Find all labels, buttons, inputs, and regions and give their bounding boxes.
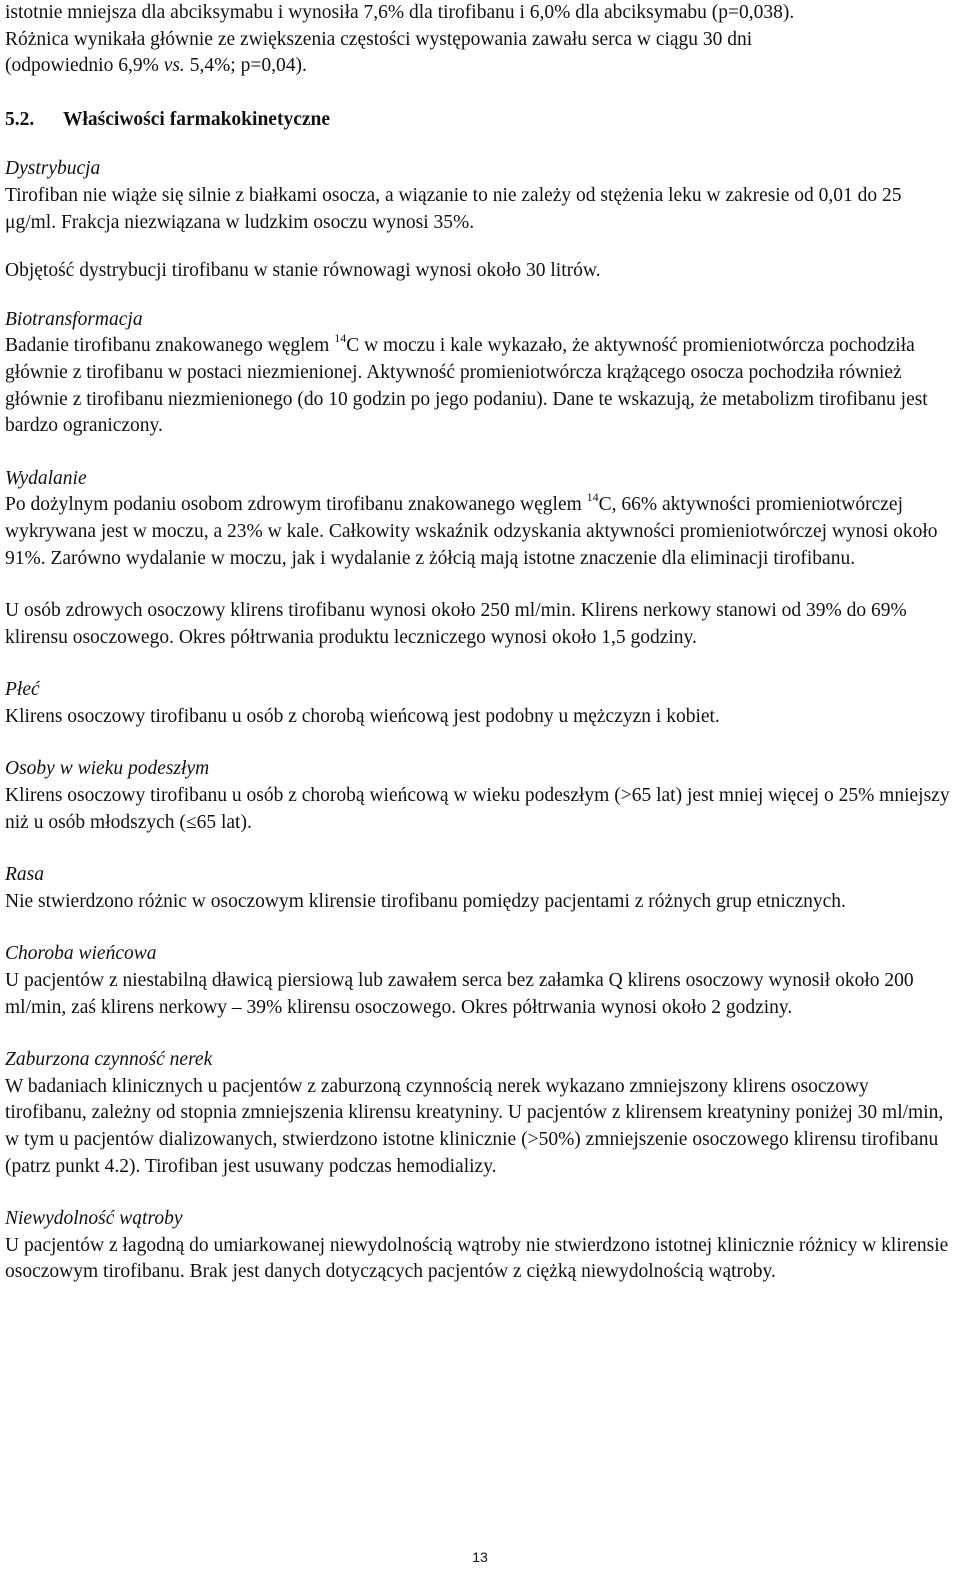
- intro-line-3-pre: (odpowiednio 6,9%: [5, 55, 164, 77]
- subheading-rasa: Rasa: [5, 864, 44, 886]
- intro-paragraph: [5, 0, 955, 80]
- biotransformacja-text-post: C w moczu i kale wykazało, że aktywność promieniotwórcza pochodziła głównie z tirofibanu w postaci niezmienionej. Aktywność promieniotwórcza krążącego osocza pochodziła również głównie z tirofibanu niezmienionego (do 10 godzin po jego podaniu). Dane te wskazują, że metabolizm tirofibanu jest bardzo ograniczony.: [5, 335, 928, 437]
- biotransformacja-paragraph: [5, 333, 955, 439]
- biotransformacja-text-pre: Badanie tirofibanu znakowanego węglem: [5, 335, 335, 357]
- wydalanie-paragraph-1: [5, 492, 955, 572]
- section-number: 5.2.: [5, 108, 35, 130]
- choroba-wiencowa-paragraph: U pacjentów z niestabilną dławicą piersiową lub zawałem serca bez załamka Q klirens osoczowy wynosił około 200 ml/min, zaś klirens nerkowy – 39% klirensu osoczowego. Okres półtrwania wynosi około 2 godziny.: [5, 970, 914, 1018]
- subheading-biotransformacja: Biotransformacja: [5, 308, 143, 330]
- biotransformacja-isotope-sup: 14: [334, 331, 347, 346]
- dystrybucja-paragraph-2: Objętość dystrybucji tirofibanu w stanie równowagi wynosi około 30 litrów.: [5, 260, 601, 282]
- zaburzona-czynnosc-nerek-paragraph: W badaniach klinicznych u pacjentów z zaburzoną czynnością nerek wykazano zmniejszony klirens osoczowy tirofibanu, zależny od stopnia zmniejszenia klirensu kreatyniny. U pacjentów z klirensem kreatyniny poniżej 30 ml/min, w tym u pacjentów dializowanych, stwierdzono istotne klinicznie (>50%) zmniejszenie osoczowego klirensu tirofibanu (patrz punkt 4.2). Tirofiban jest usuwany podczas hemodializy.: [5, 1075, 944, 1177]
- section-title: Właściwości farmakokinetyczne: [63, 108, 331, 130]
- dystrybucja-paragraph-1: Tirofiban nie wiąże się silnie z białkami osocza, a wiązanie to nie zależy od stężenia leku w zakresie od 0,01 do 25 μg/ml. Frakcja niezwiązana w ludzkim osoczu wynosi 35%.: [5, 184, 902, 233]
- wydalanie-text-pre: Po dożylnym podaniu osobom zdrowym tirofibanu znakowanego węglem: [5, 494, 587, 516]
- wydalanie-paragraph-2: U osób zdrowych osoczowy klirens tirofibanu wynosi około 250 ml/min. Klirens nerkowy stanowi od 39% do 69% klirensu osoczowego. Okres półtrwania produktu leczniczego wynosi około 1,5 godziny.: [5, 600, 907, 648]
- page-number: 13: [472, 1549, 488, 1565]
- subheading-wydalanie: Wydalanie: [5, 467, 87, 489]
- intro-line-2: Różnica wynikała głównie ze zwiększenia częstości występowania zawału serca w ciągu 30 dni: [5, 28, 753, 50]
- subheading-osoby-w-wieku-podeszlym: Osoby w wieku podeszłym: [5, 758, 210, 780]
- intro-vs: vs.: [163, 55, 185, 77]
- subheading-plec: Płeć: [5, 679, 40, 701]
- document-page: [5, 0, 955, 1286]
- rasa-paragraph: Nie stwierdzono różnic w osoczowym klirensie tirofibanu pomiędzy pacjentami z różnych grup etnicznych.: [5, 890, 846, 912]
- intro-line-3-post: 5,4%; p=0,04).: [184, 55, 307, 77]
- subheading-dystrybucja: Dystrybucja: [5, 158, 101, 180]
- wydalanie-text-post: C, 66% aktywności promieniotwórczej wykrywana jest w moczu, a 23% w kale. Całkowity wskaźnik odzyskania aktywności promieniotwórczej wynosi około 91%. Zarówno wydalanie w moczu, jak i wydalanie z żółcią mają istotne znaczenie dla eliminacji tirofibanu.: [5, 494, 938, 569]
- plec-paragraph: Klirens osoczowy tirofibanu u osób z chorobą wieńcową jest podobny u mężczyzn i kobiet.: [5, 705, 720, 727]
- subheading-choroba-wiencowa: Choroba wieńcowa: [5, 943, 157, 965]
- subheading-zaburzona-czynnosc-nerek: Zaburzona czynność nerek: [5, 1049, 213, 1071]
- section-heading: [5, 107, 955, 134]
- niewydolnosc-watroby-paragraph: U pacjentów z łagodną do umiarkowanej niewydolnością wątroby nie stwierdzono istotnej klinicznie różnicy w klirensie osoczowym tirofibanu. Brak jest danych dotyczących pacjentów z ciężką niewydolnością wątroby.: [5, 1234, 949, 1283]
- osoby-w-wieku-podeszlym-paragraph: Klirens osoczowy tirofibanu u osób z chorobą wieńcową w wieku podeszłym (>65 lat) jest mniej więcej o 25% mniejszy niż u osób młodszych (≤65 lat).: [5, 785, 950, 833]
- intro-line-1: istotnie mniejsza dla abciksymabu i wynosiła 7,6% dla tirofibanu i 6,0% dla abciksymabu (p=0,038).: [5, 2, 795, 23]
- wydalanie-isotope-sup: 14: [586, 490, 599, 505]
- subheading-niewydolnosc-watroby: Niewydolność wątroby: [5, 1208, 183, 1230]
